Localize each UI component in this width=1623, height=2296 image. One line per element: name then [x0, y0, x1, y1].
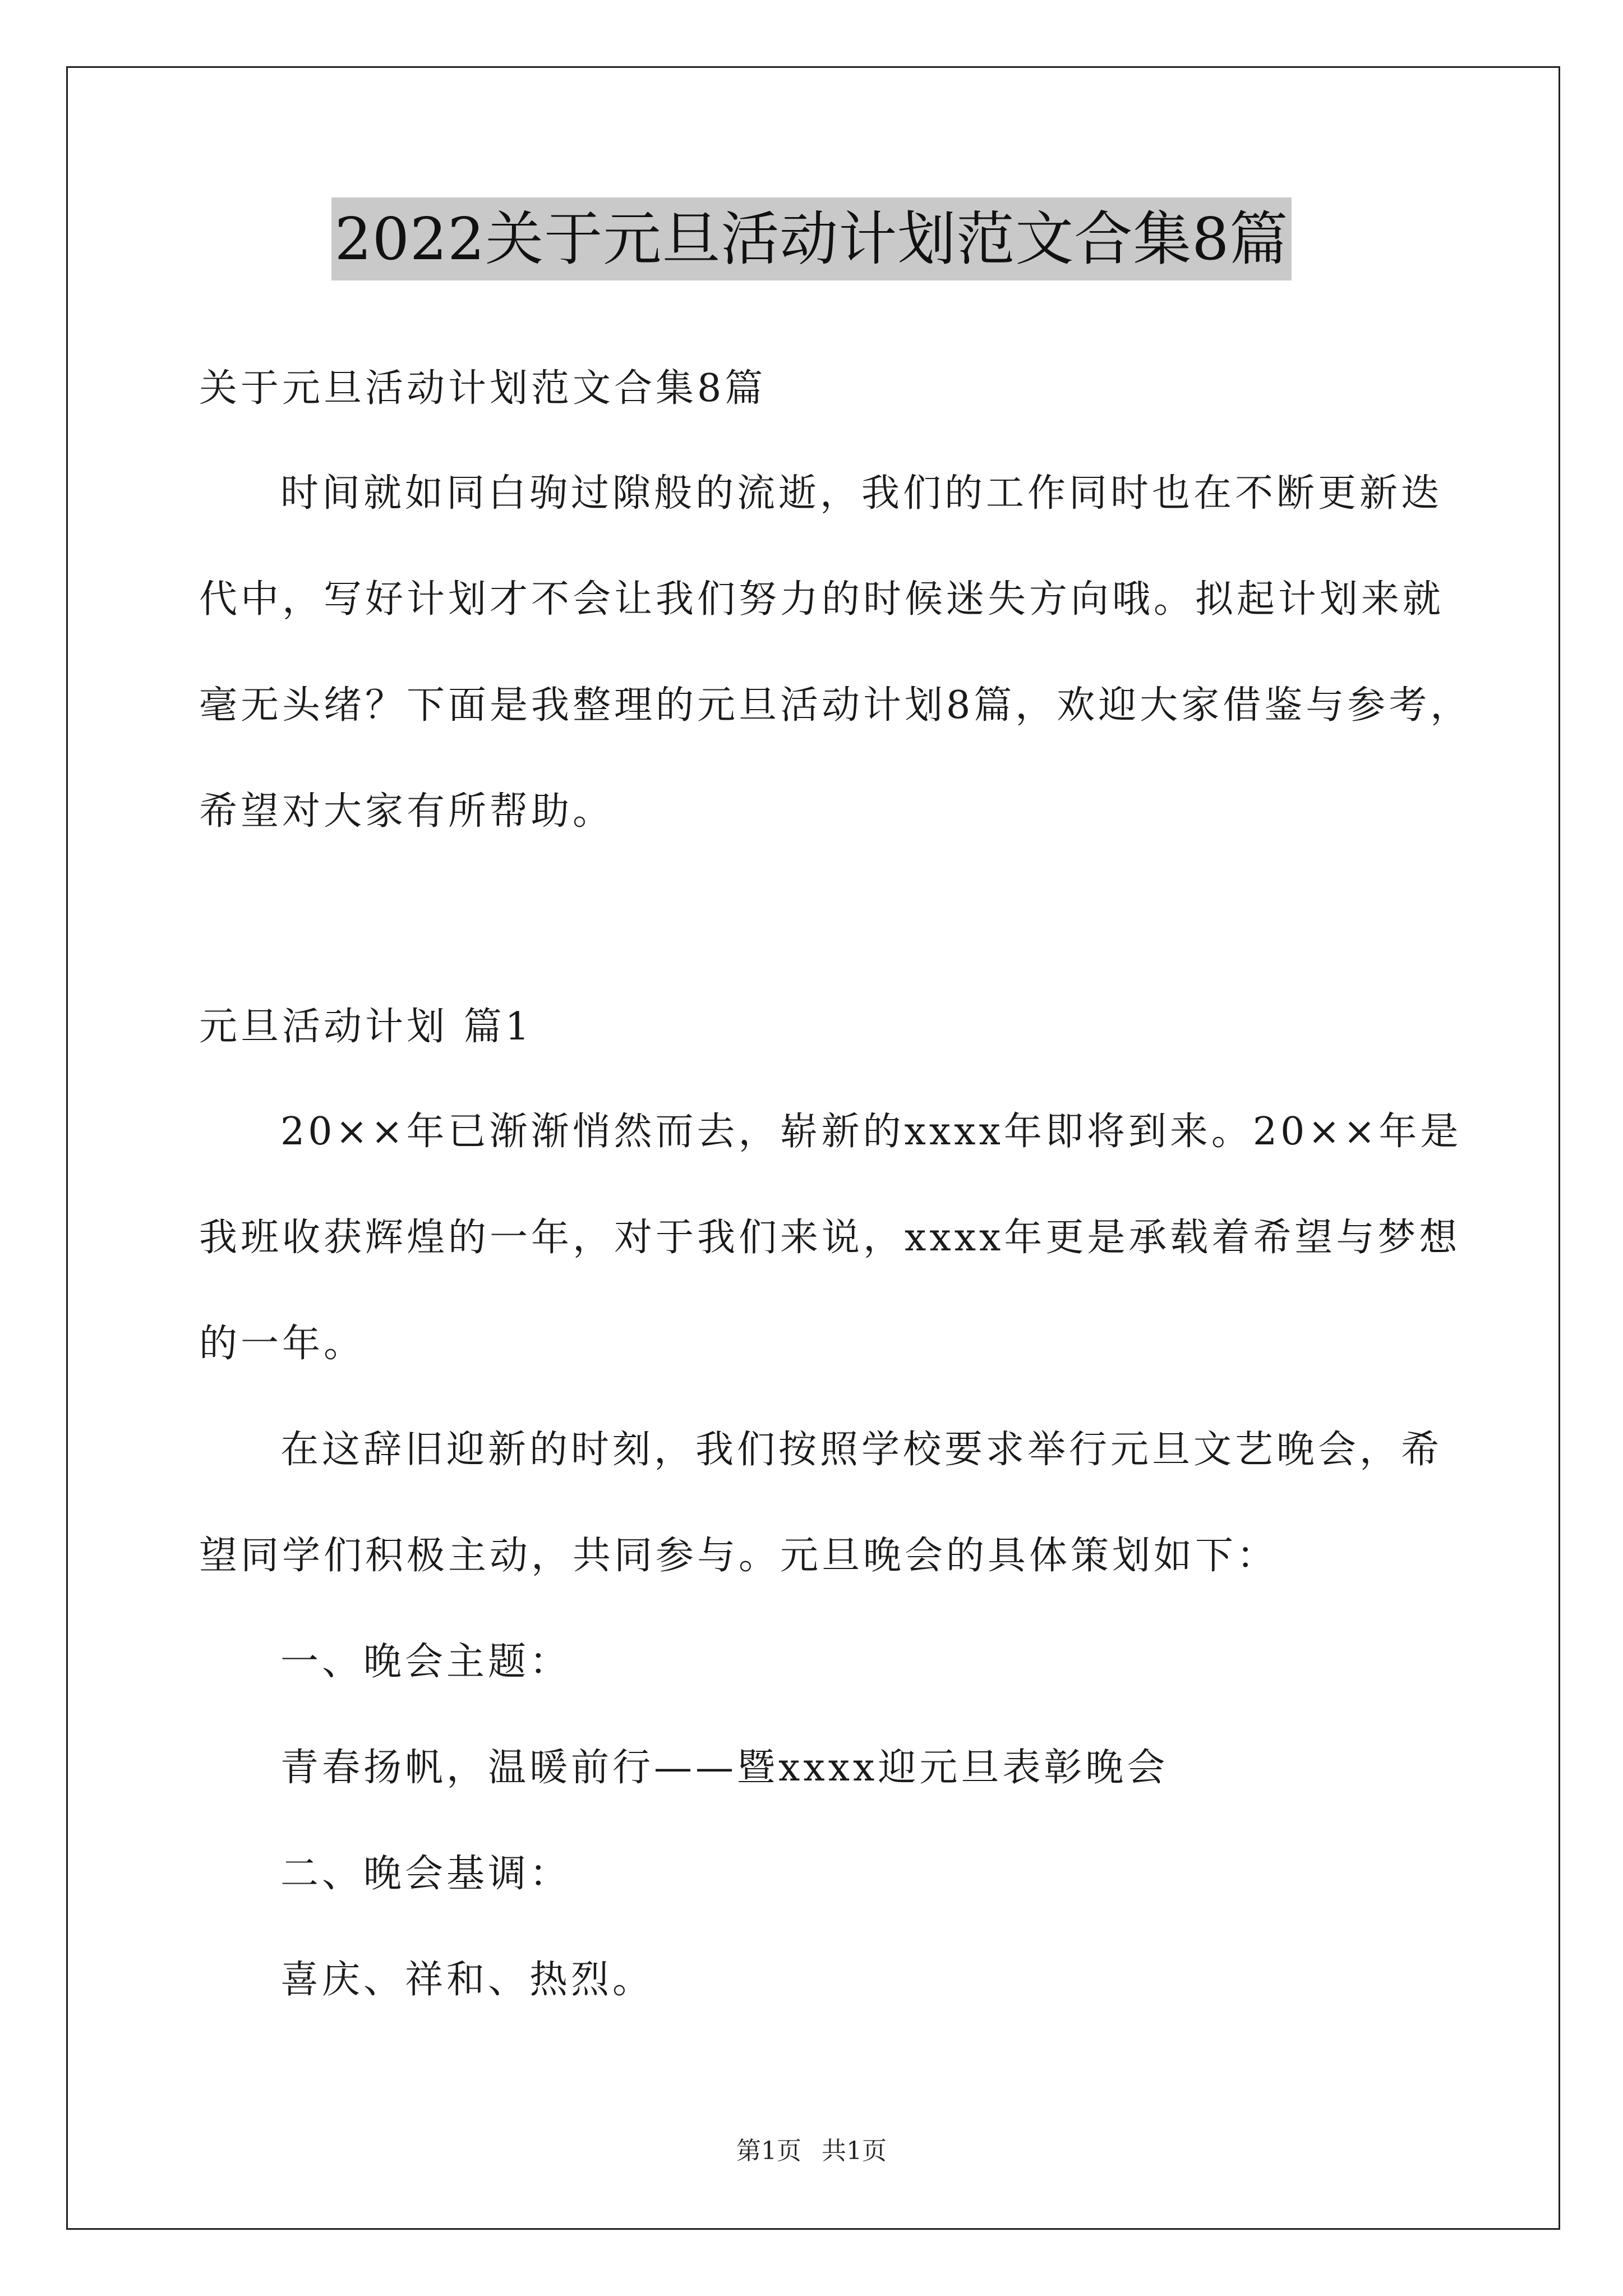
page-number: 第1页 — [736, 2137, 801, 2165]
intro-line: 时间就如同白驹过隙般的流逝，我们的工作同时也在不断更新迭 — [280, 471, 1443, 516]
document-title: 2022关于元旦活动计划范文合集8篇 — [331, 197, 1292, 280]
intro-line: 代中，写好计划才不会让我们努力的时候迷失方向哦。拟起计划来就 — [199, 577, 1445, 622]
paragraph-line: 望同学们积极主动，共同参与。元旦晚会的具体策划如下： — [199, 1534, 1279, 1578]
list-text: 喜庆、祥和、热烈。 — [280, 1958, 654, 2002]
list-heading: 一、晚会主题： — [280, 1640, 571, 1684]
paragraph-line: 我班收获辉煌的一年，对于我们来说，xxxx年更是承载着希望与梦想 — [199, 1216, 1461, 1260]
intro-line: 希望对大家有所帮助。 — [199, 789, 615, 834]
section-heading: 元旦活动计划 篇1 — [199, 1005, 533, 1049]
list-text: 青春扬帆，温暖前行——暨xxxx迎元旦表彰晚会 — [280, 1746, 1169, 1790]
page-total: 共1页 — [822, 2137, 887, 2165]
intro-line: 毫无头绪？下面是我整理的元旦活动计划8篇，欢迎大家借鉴与参考， — [199, 683, 1472, 728]
paragraph-line: 的一年。 — [199, 1322, 366, 1366]
list-heading: 二、晚会基调： — [280, 1852, 571, 1896]
paragraph-line: 在这辞旧迎新的时刻，我们按照学校要求举行元旦文艺晚会，希 — [280, 1428, 1443, 1472]
paragraph-line: 20××年已渐渐悄然而去，崭新的xxxx年即将到来。20××年是 — [280, 1110, 1462, 1154]
title-container — [0, 197, 1623, 280]
document-subtitle: 关于元旦活动计划范文合集8篇 — [199, 366, 767, 411]
page-footer — [0, 2134, 1623, 2168]
